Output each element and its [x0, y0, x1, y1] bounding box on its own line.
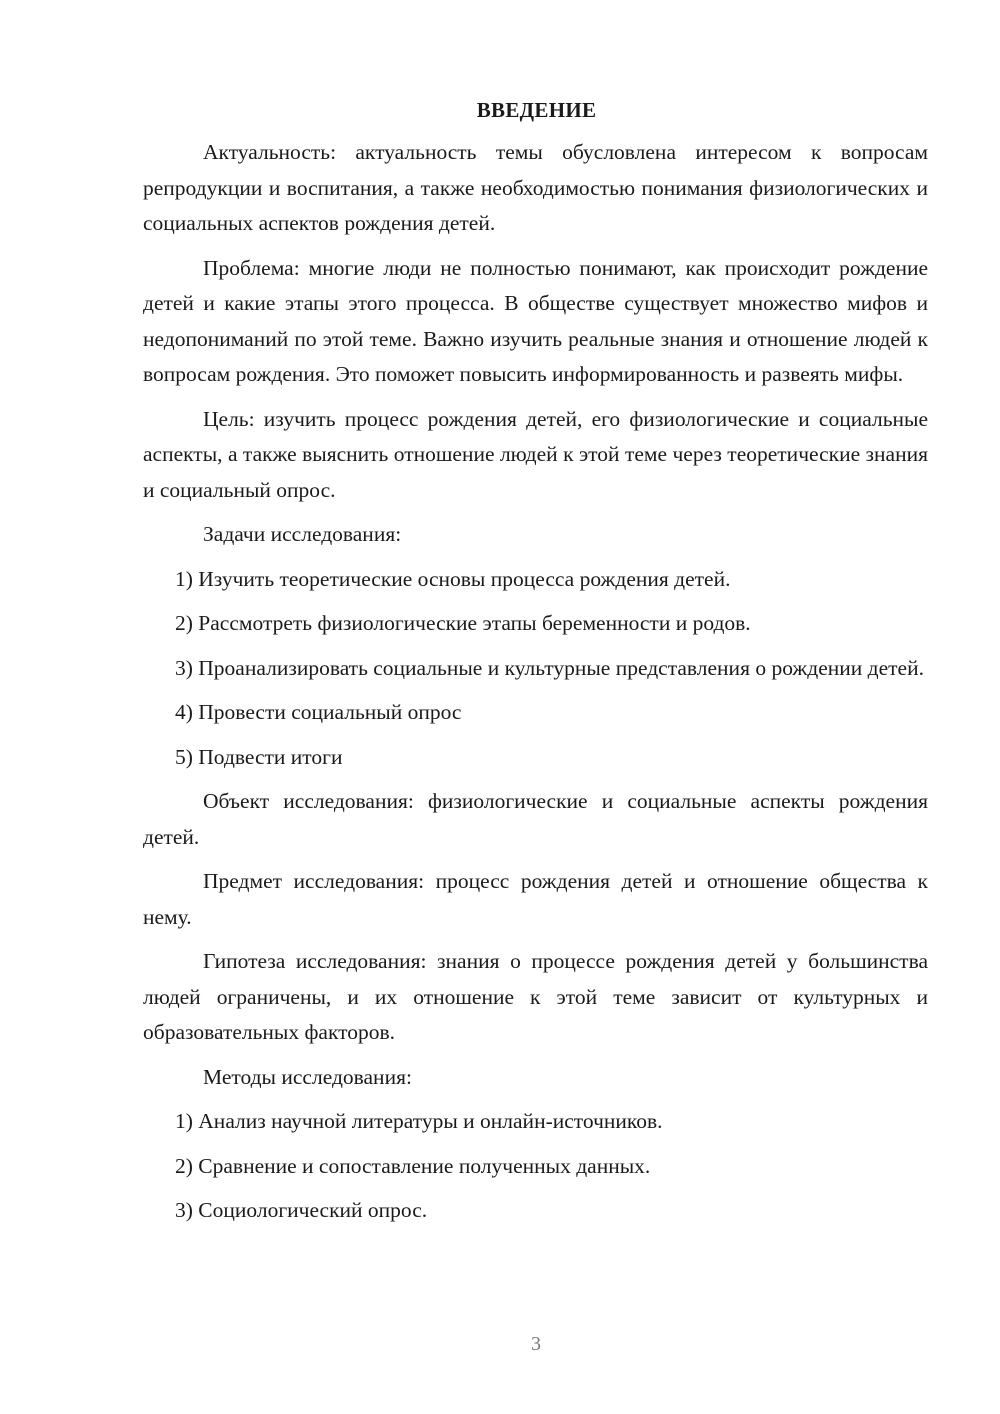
methods-title: Методы исследования:: [203, 1064, 412, 1089]
tasks-title: Задачи исследования:: [203, 522, 402, 546]
goal-paragraph: Цель: изучить процесс рождения детей, его физиологические и социальные аспекты, а также выяснить отношение людей к этой теме через теоретические знания и социальный опрос.: [143, 406, 928, 502]
method-item-3: 3) Социологический опрос.: [175, 1198, 428, 1222]
method-item-1: 1) Анализ научной литературы и онлайн-источников.: [175, 1109, 663, 1133]
task-item-1: 1) Изучить теоретические основы процесса рождения детей.: [175, 566, 731, 591]
section-heading: ВВЕДЕНИЕ: [476, 98, 597, 122]
subject-paragraph: Предмет исследования: процесс рождения детей и отношение общества к нему.: [143, 869, 928, 929]
object-paragraph: Объект исследования: физиологические и социальные аспекты рождения детей.: [143, 789, 928, 849]
relevance-paragraph: Актуальность: актуальность темы обусловлена интересом к вопросам репродукции и воспитания, а также необходимостью понимания физиологических и социальных аспектов рождения детей.: [143, 140, 928, 235]
task-item-3: 3) Проанализировать социальные и культурные представления о рождении детей.: [175, 655, 924, 680]
method-item-2: 2) Сравнение и сопоставление полученных данных.: [175, 1153, 651, 1178]
page-content: [143, 93, 928, 1229]
page-number: 3: [531, 1333, 541, 1355]
task-item-5: 5) Подвести итоги: [175, 744, 343, 769]
problem-paragraph: Проблема: многие люди не полностью понимают, как происходит рождение детей и какие этапы этого процесса. В обществе существует множество мифов и недопониманий по этой теме. Важно изучить реальные знания и отношение людей к вопросам рождения. Это поможет повысить информированность и развеять мифы.: [143, 255, 928, 386]
hypothesis-paragraph: Гипотеза исследования: знания о процессе рождения детей у большинства людей ограничены, и их отношение к этой теме зависит от культурных и образовательных факторов.: [143, 949, 928, 1044]
task-item-4: 4) Провести социальный опрос: [175, 700, 462, 724]
task-item-2: 2) Рассмотреть физиологические этапы беременности и родов.: [175, 611, 751, 635]
